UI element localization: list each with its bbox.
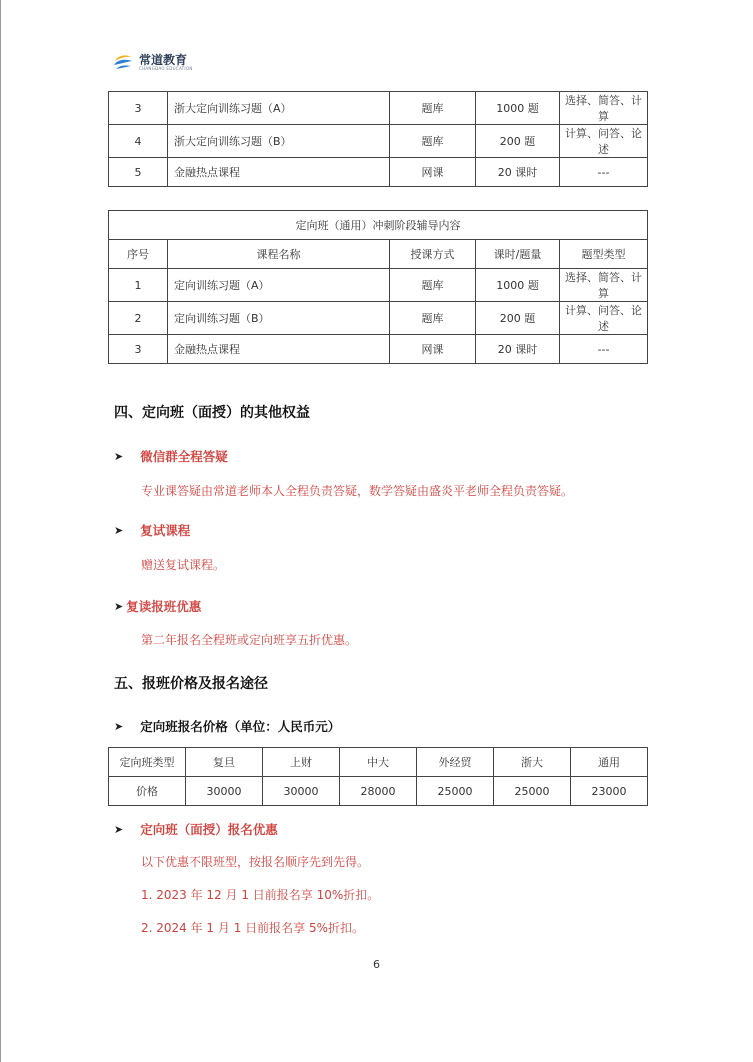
cell-amount: 20 课时 — [476, 335, 560, 364]
benefit-title: 复试课程 — [140, 523, 191, 538]
header-school: 通用 — [571, 748, 648, 777]
cell-types: 计算、问答、论述 — [560, 302, 648, 335]
table-row — [109, 92, 648, 125]
benefit-text: 专业课答疑由常道老师本人全程负责答疑，数学答疑由盛炎平老师全程负责答疑。 — [141, 484, 574, 498]
cell-mode: 题库 — [390, 269, 476, 302]
cell-amount: 20 课时 — [476, 158, 560, 187]
header-class-type: 定向班类型 — [109, 748, 186, 777]
cell-course-name: 金融热点课程 — [168, 335, 390, 364]
general-course-table — [108, 210, 648, 364]
cell-types: 选择、简答、计算 — [560, 92, 648, 125]
cell-no: 1 — [109, 269, 168, 302]
table-row — [109, 302, 648, 335]
benefit-item — [114, 447, 228, 465]
arrow-bullet-icon: ➤ — [114, 719, 124, 733]
cell-no: 4 — [109, 125, 168, 158]
cell-course-name: 定向训练习题（A） — [168, 269, 390, 302]
table-row — [109, 158, 648, 187]
header-amount: 课时/题量 — [476, 240, 560, 269]
page-edge — [0, 0, 1, 1062]
benefit-item — [114, 521, 190, 539]
header-no: 序号 — [109, 240, 168, 269]
discount-item: 1. 2023 年 12 月 1 日前报名享 10%折扣。 — [141, 888, 380, 902]
price-value: 25000 — [417, 777, 494, 806]
table-row — [109, 125, 648, 158]
logo-subtitle: CHANGDAO EDUCATION — [139, 65, 193, 71]
arrow-bullet-icon: ➤ — [114, 523, 124, 537]
header-mode: 授课方式 — [390, 240, 476, 269]
cell-amount: 1000 题 — [476, 92, 560, 125]
discount-title: 定向班（面授）报名优惠 — [140, 822, 278, 837]
page-number: 6 — [373, 958, 380, 971]
header-types: 题型类型 — [560, 240, 648, 269]
discount-item: 2. 2024 年 1 月 1 日前报名享 5%折扣。 — [141, 921, 364, 935]
cell-mode: 题库 — [390, 92, 476, 125]
cell-mode: 题库 — [390, 125, 476, 158]
cell-course-name: 金融热点课程 — [168, 158, 390, 187]
section5-heading: 五、报班价格及报名途径 — [114, 676, 268, 692]
header-school: 外经贸 — [417, 748, 494, 777]
benefit-text: 赠送复试课程。 — [141, 558, 226, 572]
zheda-course-table — [108, 91, 648, 187]
arrow-bullet-icon: ➤ — [114, 599, 124, 613]
price-value: 30000 — [263, 777, 340, 806]
cell-amount: 1000 题 — [476, 269, 560, 302]
cell-no: 2 — [109, 302, 168, 335]
logo-icon — [113, 52, 133, 72]
price-value: 30000 — [186, 777, 263, 806]
logo — [113, 52, 193, 72]
header-school: 浙大 — [494, 748, 571, 777]
cell-course-name: 浙大定向训练习题（A） — [168, 92, 390, 125]
cell-mode: 题库 — [390, 302, 476, 335]
table-header-row — [109, 240, 648, 269]
price-value: 23000 — [571, 777, 648, 806]
benefit-title: 复读报班优惠 — [126, 599, 202, 614]
label-price: 价格 — [109, 777, 186, 806]
header-school: 中大 — [340, 748, 417, 777]
cell-types: 计算、问答、论述 — [560, 125, 648, 158]
price-value: 25000 — [494, 777, 571, 806]
discount-intro: 以下优惠不限班型，按报名顺序先到先得。 — [141, 855, 370, 869]
logo-name: 常道教育 — [139, 52, 188, 67]
price-header-row — [109, 748, 648, 777]
cell-no: 3 — [109, 335, 168, 364]
discount-title-row — [114, 820, 278, 838]
cell-mode: 网课 — [390, 335, 476, 364]
arrow-bullet-icon: ➤ — [114, 449, 124, 463]
price-title: 定向班报名价格（单位：人民币元） — [140, 719, 341, 734]
header-school: 上财 — [263, 748, 340, 777]
cell-no: 3 — [109, 92, 168, 125]
cell-types: 选择、简答、计算 — [560, 269, 648, 302]
cell-mode: 网课 — [390, 158, 476, 187]
benefit-title: 微信群全程答疑 — [140, 449, 228, 464]
table-row — [109, 269, 648, 302]
header-course-name: 课程名称 — [168, 240, 390, 269]
benefit-item — [114, 597, 201, 615]
cell-course-name: 浙大定向训练习题（B） — [168, 125, 390, 158]
cell-types: --- — [560, 158, 648, 187]
price-title-row — [114, 717, 340, 735]
table-title: 定向班（通用）冲刺阶段辅导内容 — [109, 211, 648, 240]
table-row — [109, 335, 648, 364]
table-title-row — [109, 211, 648, 240]
section4-heading: 四、定向班（面授）的其他权益 — [114, 405, 310, 421]
cell-no: 5 — [109, 158, 168, 187]
cell-amount: 200 题 — [476, 302, 560, 335]
price-table — [108, 747, 648, 806]
price-value: 28000 — [340, 777, 417, 806]
cell-course-name: 定向训练习题（B） — [168, 302, 390, 335]
benefit-text: 第二年报名全程班或定向班享五折优惠。 — [141, 633, 358, 647]
arrow-bullet-icon: ➤ — [114, 822, 124, 836]
price-row — [109, 777, 648, 806]
cell-types: --- — [560, 335, 648, 364]
cell-amount: 200 题 — [476, 125, 560, 158]
header-school: 复旦 — [186, 748, 263, 777]
